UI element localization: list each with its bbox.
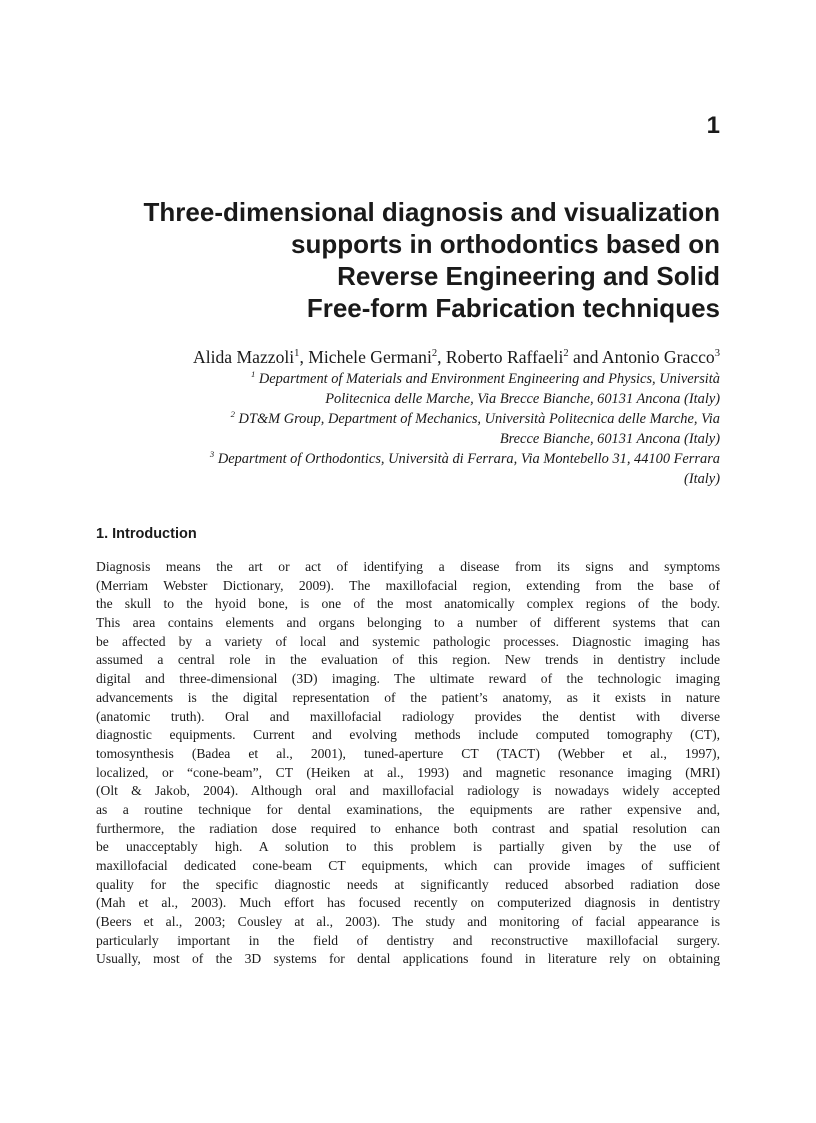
affiliation-line [96, 369, 720, 389]
text-line: localized, or “cone-beam”, CT (Heiken at al., 1993) and magnetic resonance imaging (MRI) [96, 764, 720, 780]
affiliation-line: (Italy) [684, 471, 720, 487]
author-separator: , [437, 347, 446, 367]
text-line: advancements is the digital representation of the patient’s anatomy, as it exists in nature [96, 689, 720, 705]
author-name: Roberto Raffaeli [445, 347, 564, 367]
author-name: Michele Germani [308, 347, 432, 367]
affiliation-text: Department of Materials and Environment Engineering and Physics, Università [255, 371, 720, 387]
section-heading: 1. Introduction [96, 526, 197, 542]
text-line: maxillofacial dedicated cone-beam CT equipments, which can provide images of sufficient [96, 858, 720, 873]
text-line: tomosynthesis (Badea et al., 2001), tuned-aperture CT (TACT) (Webber et al., 1997), [96, 745, 720, 761]
affiliation-marker: 1 [250, 369, 256, 380]
text-line: Usually, most of the 3D systems for dental applications found in literature rely on obtaining [96, 951, 720, 967]
chapter-number: 1 [706, 112, 720, 139]
text-line: (Merriam Webster Dictionary, 2009). The maxillofacial region, extending from the base of [96, 577, 720, 593]
text-line: be affected by a variety of local and systemic pathologic processes. Diagnostic imaging has [96, 633, 720, 649]
text-line: (Beers et al., 2003; Cousley at al., 2003). The study and monitoring of facial appearance is [96, 914, 720, 930]
author-affiliation-marker: 1 [294, 348, 300, 360]
author-affiliation-marker: 2 [431, 348, 438, 360]
affiliation-line [96, 449, 720, 469]
author-separator: and [568, 347, 602, 367]
text-line: diagnostic equipments. Current and evolving methods include computed tomography (CT), [96, 727, 720, 743]
text-line: quality for the specific diagnostic needs at significantly reduced absorbed radiation dose [96, 876, 720, 892]
text-line: particularly important in the field of dentistry and reconstructive maxillofacial surgery. [96, 932, 720, 948]
text-line: furthermore, the radiation dose required to enhance both contrast and spatial resolution can [96, 820, 720, 836]
affiliation [96, 369, 720, 409]
text-line: (anatomic truth). Oral and maxillofacial radiology provides the dentist with diverse [96, 708, 720, 724]
affiliations [96, 369, 720, 489]
text-line: digital and three-dimensional (3D) imaging. The ultimate reward of the technologic imaging [96, 671, 720, 687]
text-line: the skull to the hyoid bone, is one of the most anatomically complex regions of the body. [96, 596, 720, 612]
text-line: be unacceptably high. A solution to this problem is partially given by the use of [96, 839, 720, 855]
affiliation-text: DT&M Group, Department of Mechanics, Università Politecnica delle Marche, Via [234, 411, 720, 427]
author-list [96, 346, 720, 368]
author-name: Alida Mazzoli [193, 347, 295, 367]
author-affiliation-marker: 2 [563, 348, 569, 360]
affiliation-text: Department of Orthodontics, Università di Ferrara, Via Montebello 31, 44100 Ferrara [214, 451, 720, 467]
affiliation-line: Politecnica delle Marche, Via Brecce Bianche, 60131 Ancona (Italy) [325, 391, 720, 407]
affiliation-line [96, 409, 720, 429]
title-line: supports in orthodontics based on [291, 229, 720, 259]
affiliation [96, 449, 720, 489]
affiliation-marker: 2 [230, 409, 235, 420]
text-line: (Olt & Jakob, 2004). Although oral and maxillofacial radiology is nowadays widely accepted [96, 783, 720, 799]
introduction-paragraph [96, 558, 720, 969]
author-separator: , [299, 347, 309, 367]
affiliation-line: Brecce Bianche, 60131 Ancona (Italy) [499, 431, 720, 447]
author-affiliation-marker: 3 [714, 348, 720, 360]
title-line: Three-dimensional diagnosis and visualization [143, 197, 720, 227]
title-line: Reverse Engineering and Solid [337, 261, 720, 291]
text-line: Diagnosis means the art or act of identifying a disease from its signs and symptoms [96, 559, 720, 574]
paper-title [96, 196, 720, 324]
text-line: as a routine technique for dental examinations, the equipments are rather expensive and, [96, 801, 720, 817]
text-line: assumed a central role in the evaluation of this region. New trends in dentistry include [96, 652, 720, 668]
affiliation [96, 409, 720, 449]
text-line: (Mah et al., 2003). Much effort has focused recently on computerized diagnosis in dentistry [96, 895, 720, 911]
affiliation-marker: 3 [209, 449, 215, 460]
text-line: This area contains elements and organs belonging to a number of different systems that can [96, 615, 720, 631]
author-name: Antonio Gracco [601, 347, 715, 367]
title-line: Free-form Fabrication techniques [306, 293, 720, 323]
